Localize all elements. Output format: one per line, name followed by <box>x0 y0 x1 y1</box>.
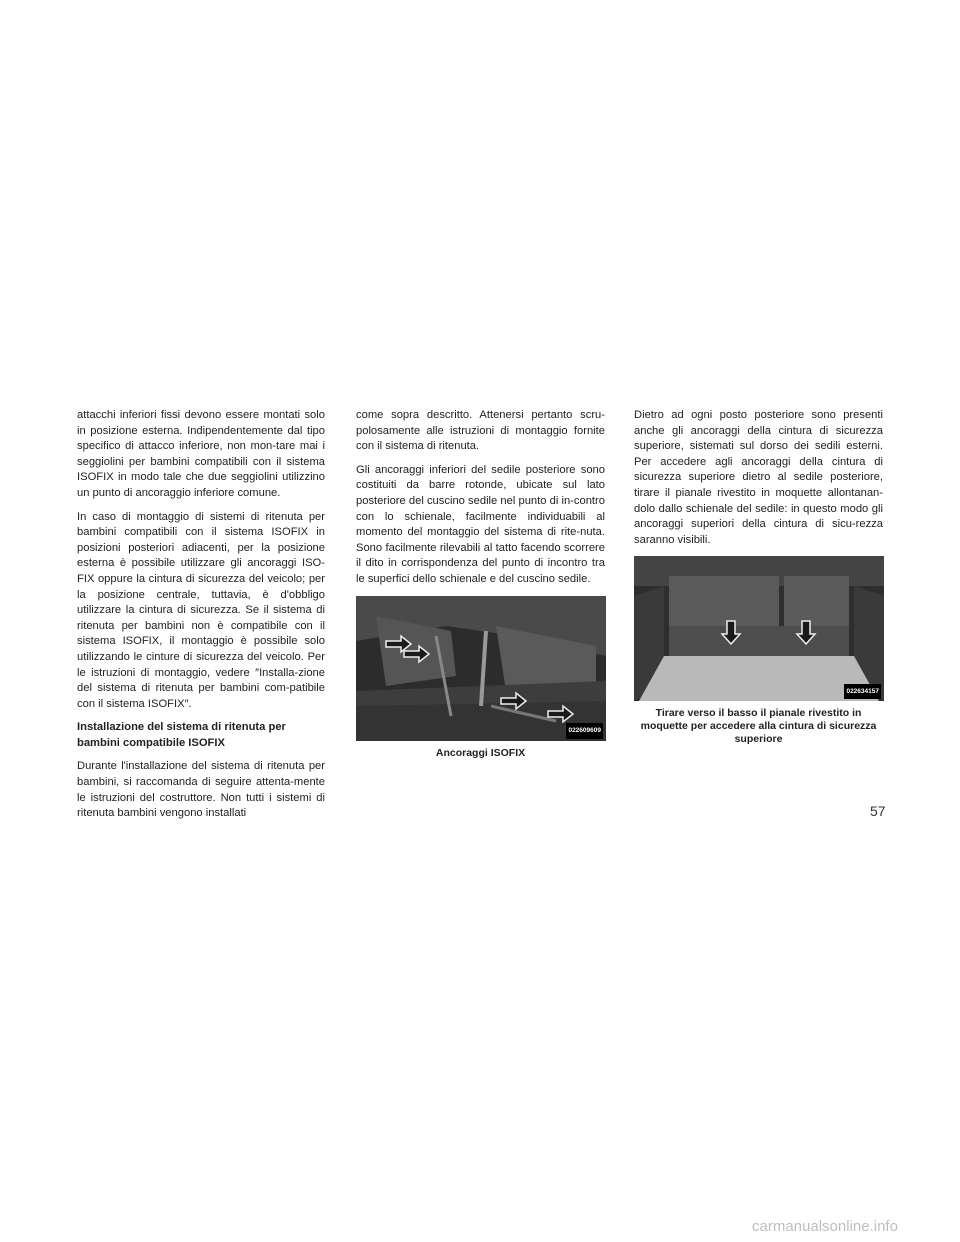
section-heading: Installazione del sistema di ritenuta per bambini compatibile ISOFIX <box>77 721 286 749</box>
watermark: carmanualsonline.info <box>752 1218 898 1235</box>
text-column-left <box>77 408 325 830</box>
rear-seat-illustration <box>356 596 606 741</box>
isofix-anchors-photo <box>356 596 606 741</box>
paragraph: come sopra descritto. Attenersi pertanto scru-polosamente alle istruzioni di montaggio fornite con il sistema di ritenuta. <box>356 409 605 453</box>
paragraph: attacchi inferiori fissi devono essere montati solo in posizione esterna. Indipendentemente dal tipo specifico di attacco inferiore, non mon-tare mai i seggiolini per bambini compatibili con il sistema ISOFIX in modo tale che due seggiolini utilizzino un punto di ancoraggio inferiore comune. <box>77 409 325 499</box>
text-column-right <box>634 408 883 746</box>
page-number: 57 <box>870 803 886 819</box>
figure-code: 022634157 <box>844 684 881 700</box>
text-column-middle <box>356 408 605 760</box>
cargo-area-photo <box>634 556 884 701</box>
paragraph: Dietro ad ogni posto posteriore sono presenti anche gli ancoraggi della cintura di sicurezza superiore, sistemati sul dorso dei sedili esterni. Per accedere agli ancoraggi della cintura di sicurezza superiore dietro al sedile posteriore, tirare il pianale rivestito in moquette allontanan-dolo dallo schienale del sedile: in questo modo gli ancoraggi superiori della cintura di sicu-rezza saranno visibili. <box>634 409 883 546</box>
figure-caption: Ancoraggi ISOFIX <box>435 746 526 759</box>
paragraph: Gli ancoraggi inferiori del sedile posteriore sono costituiti da barre rotonde, ubicate sul lato posteriore del cuscino sedile nel punto di in-contro con lo schienale, facilmente individuabili al momento del montaggio del sistema di rite-nuta. Sono facilmente rilevabili al tatto facendo scorrere il dito in corrispondenza del punto di incontro tra le superfici dello schienale e del cuscino sedile. <box>356 463 605 585</box>
figure-caption: Tirare verso il basso il pianale rivestito in moquette per accedere alla cintura di sicurezza superiore <box>640 707 877 746</box>
figure-code: 022609609 <box>566 723 603 739</box>
cargo-area-illustration <box>634 556 884 701</box>
paragraph: Durante l'installazione del sistema di ritenuta per bambini, si raccomanda di seguire attenta-mente le istruzioni del costruttore. Non tutti i sistemi di ritenuta bambini vengono installati <box>77 760 325 820</box>
paragraph: In caso di montaggio di sistemi di ritenuta per bambini compatibili con il sistema ISOFIX in posizioni posteriori adiacenti, per la posizione esterna è possibile utilizzare gli ancoraggi ISO-FIX oppure la cintura di sicurezza del veicolo; per la posizione centrale, tuttavia, è d'obbligo utilizzare la cintura di sicurezza. Se il sistema di ritenuta per bambini non è compatibile con il sistema ISOFIX, il montaggio è possibile solo utilizzando le cinture di sicurezza del veicolo. Per le istruzioni di montaggio, vedere ″Installa-zione del sistema di ritenuta per bambini com-patibile con il sistema ISOFIX″. <box>77 510 325 710</box>
